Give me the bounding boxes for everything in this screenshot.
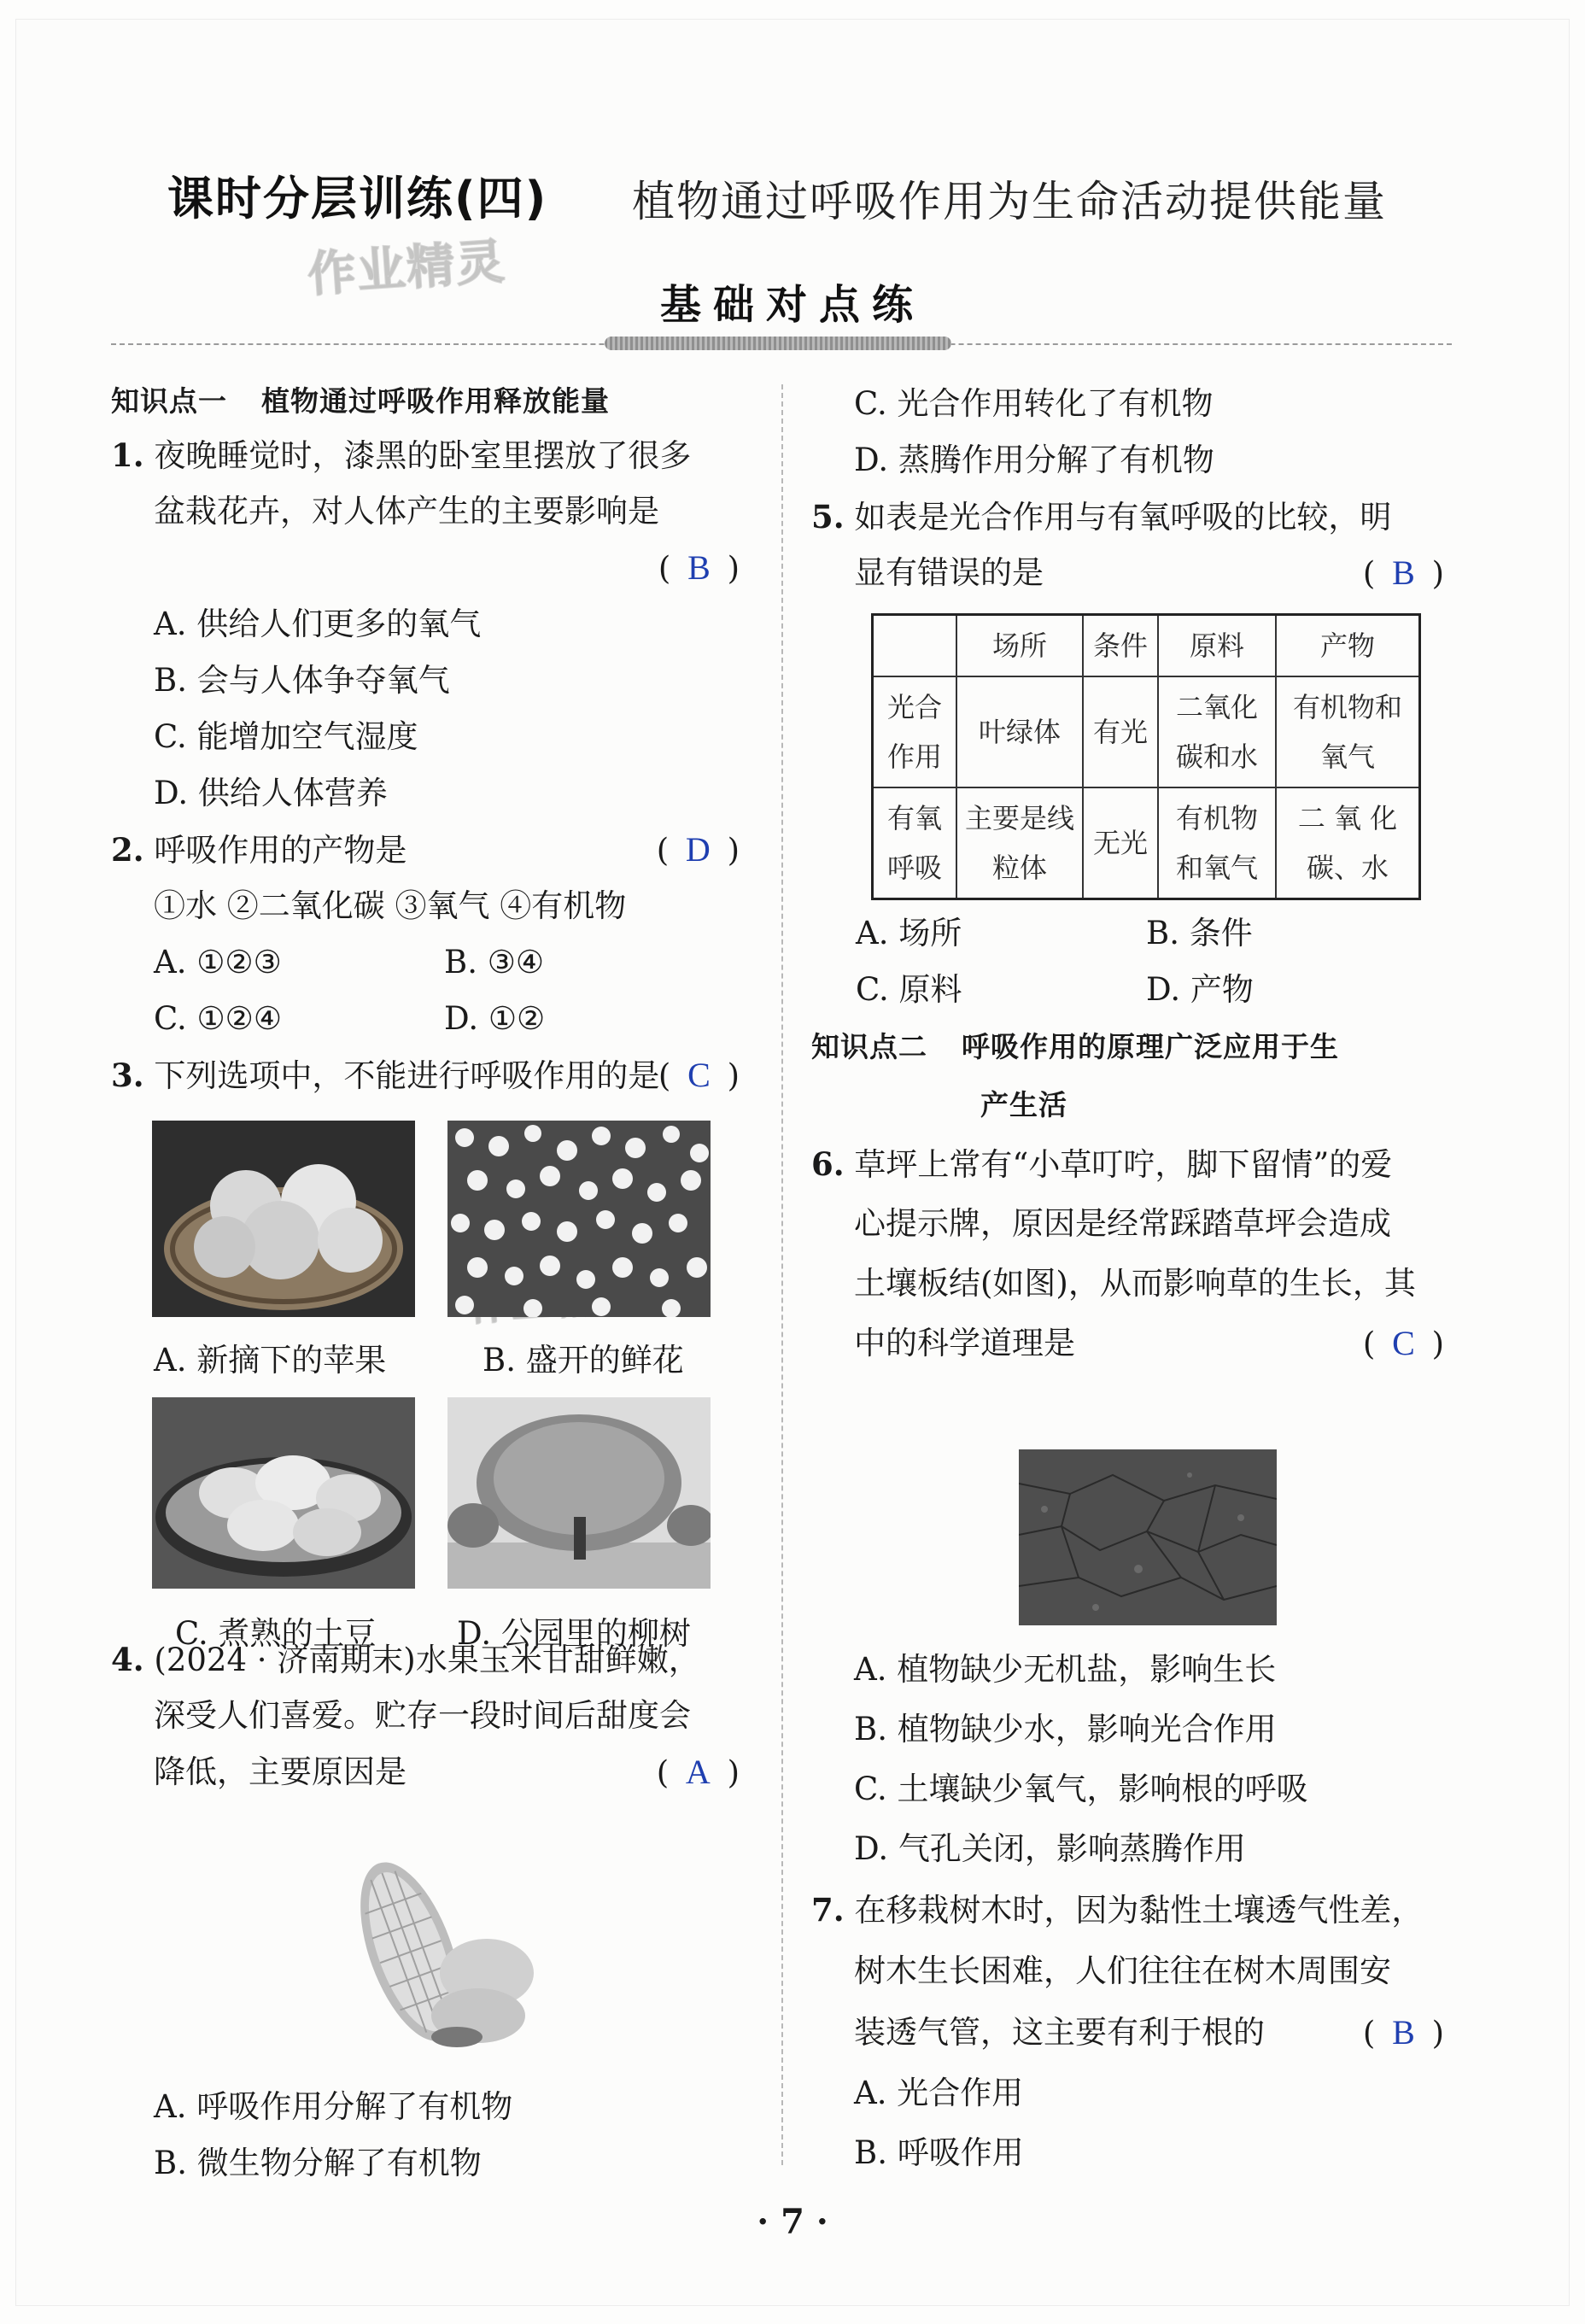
table-header: 产物 (1276, 615, 1420, 677)
table-header-row (873, 615, 1420, 677)
option: A. ①②③ (154, 944, 282, 981)
question-number: 6. (811, 1145, 845, 1183)
question-7 (811, 1879, 1448, 2064)
answer-mark: C (687, 1056, 714, 1094)
option: A. 植物缺少无机盐，影响生长 (854, 1651, 1277, 1688)
answer-mark: A (685, 1753, 714, 1791)
question-number: 7. (811, 1891, 845, 1929)
answer-slot: ( C ) (1362, 1324, 1448, 1362)
table-header: 场所 (956, 615, 1083, 677)
table-cell: 二 氧 化碳、水 (1276, 787, 1420, 899)
willow-photo (447, 1397, 711, 1589)
apple-photo (152, 1121, 415, 1317)
question-text: 降低，主要原因是 (154, 1753, 406, 1790)
page-subtitle: 植物通过呼吸作用为生命活动提供能量 (632, 177, 1387, 226)
knowledge-point-heading (111, 376, 743, 427)
heading-underline (605, 337, 951, 350)
page-title: 课时分层训练(四) (167, 172, 548, 225)
question-number: 4. (111, 1641, 144, 1678)
flower-photo (447, 1121, 711, 1317)
column-divider (781, 384, 783, 2165)
section-heading: 基础对点练 (659, 281, 925, 329)
option: D. ①② (444, 1000, 546, 1037)
kp-text: 产生活 (980, 1088, 1067, 1121)
question-number: 5. (811, 498, 845, 536)
option: B. 条件 (1146, 915, 1253, 951)
comparison-table (871, 613, 1421, 900)
option: B. ③④ (444, 944, 545, 981)
option: C. 能增加空气湿度 (154, 718, 418, 755)
question-text: 深受人们喜爱。贮存一段时间后甜度会 (154, 1697, 691, 1734)
right-column-lower (811, 1640, 1448, 2183)
question-text: 在移栽树木时，因为黏性土壤透气性差， (854, 1892, 1424, 1929)
question-3 (111, 1047, 743, 1103)
question-text: 如表是光合作用与有氧呼吸的比较，明 (854, 499, 1392, 536)
question-5 (811, 489, 1448, 601)
image-caption: D. 公园里的柳树 (457, 1615, 691, 1652)
answer-slot: ( B ) (658, 548, 743, 587)
image-caption: A. 新摘下的苹果 (154, 1342, 387, 1379)
option: D. 气孔关闭，影响蒸腾作用 (854, 1830, 1246, 1867)
table-row (873, 676, 1420, 787)
question-number: 3. (111, 1057, 144, 1094)
option: A. 供给人们更多的氧气 (154, 606, 482, 642)
table-cell: 光合作用 (873, 676, 957, 787)
option: B. 会与人体争夺氧气 (154, 662, 450, 699)
answer-mark: B (687, 548, 714, 587)
kp-label: 知识点二 (811, 1030, 927, 1063)
question-text: 显有错误的是 (854, 554, 1044, 591)
answer-mark: B (1392, 2013, 1418, 2052)
option: A. 呼吸作用分解了有机物 (154, 2088, 513, 2125)
question-text: 呼吸作用的产物是 (154, 832, 407, 869)
right-column (811, 376, 1448, 1373)
option: B. 微生物分解了有机物 (154, 2145, 482, 2181)
question-number: 2. (111, 831, 144, 869)
answer-slot: ( B ) (1362, 2013, 1448, 2052)
table-cell: 有机物和氧气 (1276, 676, 1420, 787)
kp-label: 知识点一 (111, 384, 227, 418)
answer-slot: ( B ) (1362, 553, 1448, 592)
option: C. ①②④ (154, 1000, 283, 1037)
corn-photo (329, 1845, 542, 2050)
option: B. 植物缺少水，影响光合作用 (854, 1711, 1277, 1747)
answer-slot: ( A ) (656, 1753, 743, 1791)
table-cell: 有机物和氧气 (1158, 787, 1276, 899)
answer-slot: ( D ) (656, 830, 743, 869)
table-cell: 二氧化碳和水 (1158, 676, 1276, 787)
question-text: 下列选项中，不能进行呼吸作用的是 (154, 1057, 660, 1094)
knowledge-point-heading (811, 1018, 1448, 1134)
option: B. 呼吸作用 (854, 2134, 1024, 2171)
question-6 (811, 1134, 1448, 1373)
table-cell: 无光 (1083, 787, 1158, 899)
option: C. 土壤缺少氧气，影响根的呼吸 (854, 1771, 1308, 1807)
option: C. 原料 (856, 971, 962, 1008)
question-text: 心提示牌，原因是经常踩踏草坪会造成 (854, 1205, 1391, 1242)
option: D. 蒸腾作用分解了有机物 (854, 442, 1214, 478)
choice-items: ①水 ②二氧化碳 ③氧气 ④有机物 (154, 887, 627, 924)
answer-mark: C (1392, 1324, 1418, 1362)
table-cell: 主要是线粒体 (956, 787, 1083, 899)
image-caption: C. 煮熟的土豆 (175, 1615, 377, 1652)
option: D. 供给人体营养 (154, 775, 388, 811)
question-text: (2024 · 济南期末)水果玉米甘甜鲜嫩， (154, 1642, 700, 1678)
potato-photo (152, 1397, 415, 1589)
question-text: 土壤板结(如图)，从而影响草的生长，其 (854, 1265, 1416, 1302)
soil-photo (1019, 1449, 1277, 1625)
table-header: 原料 (1158, 615, 1276, 677)
table-cell: 有光 (1083, 676, 1158, 787)
question-1 (111, 427, 743, 822)
kp-text: 植物通过呼吸作用释放能量 (261, 384, 610, 418)
table-cell: 叶绿体 (956, 676, 1083, 787)
watermark: 作业精灵 (306, 233, 508, 304)
image-caption: B. 盛开的鲜花 (483, 1342, 684, 1379)
table-header: 条件 (1083, 615, 1158, 677)
question-text: 盆栽花卉，对人体产生的主要影响是 (154, 493, 659, 530)
answer-mark: B (1392, 553, 1418, 592)
question-2 (111, 822, 743, 1047)
question-4 (111, 1631, 743, 1800)
answer-slot: ( C ) (658, 1056, 743, 1094)
option: C. 光合作用转化了有机物 (854, 385, 1214, 422)
table-cell: 有氧呼吸 (873, 787, 957, 899)
table-header (873, 615, 957, 677)
option: A. 场所 (856, 915, 962, 951)
question-text: 草坪上常有“小草叮咛，脚下留情”的爱 (854, 1146, 1393, 1183)
option: A. 光合作用 (854, 2075, 1024, 2111)
table-row (873, 787, 1420, 899)
option: D. 产物 (1146, 971, 1254, 1008)
question-text: 夜晚睡觉时，漆黑的卧室里摆放了很多 (154, 437, 692, 474)
question-number: 1. (111, 436, 144, 474)
page-number: · 7 · (757, 2202, 828, 2242)
kp-text: 呼吸作用的原理广泛应用于生 (962, 1030, 1339, 1063)
question-text: 树木生长困难，人们往往在树木周围安 (854, 1952, 1391, 1989)
answer-mark: D (685, 830, 714, 869)
question-text: 装透气管，这主要有利于根的 (854, 2014, 1265, 2051)
question-text: 中的科学道理是 (854, 1325, 1075, 1361)
